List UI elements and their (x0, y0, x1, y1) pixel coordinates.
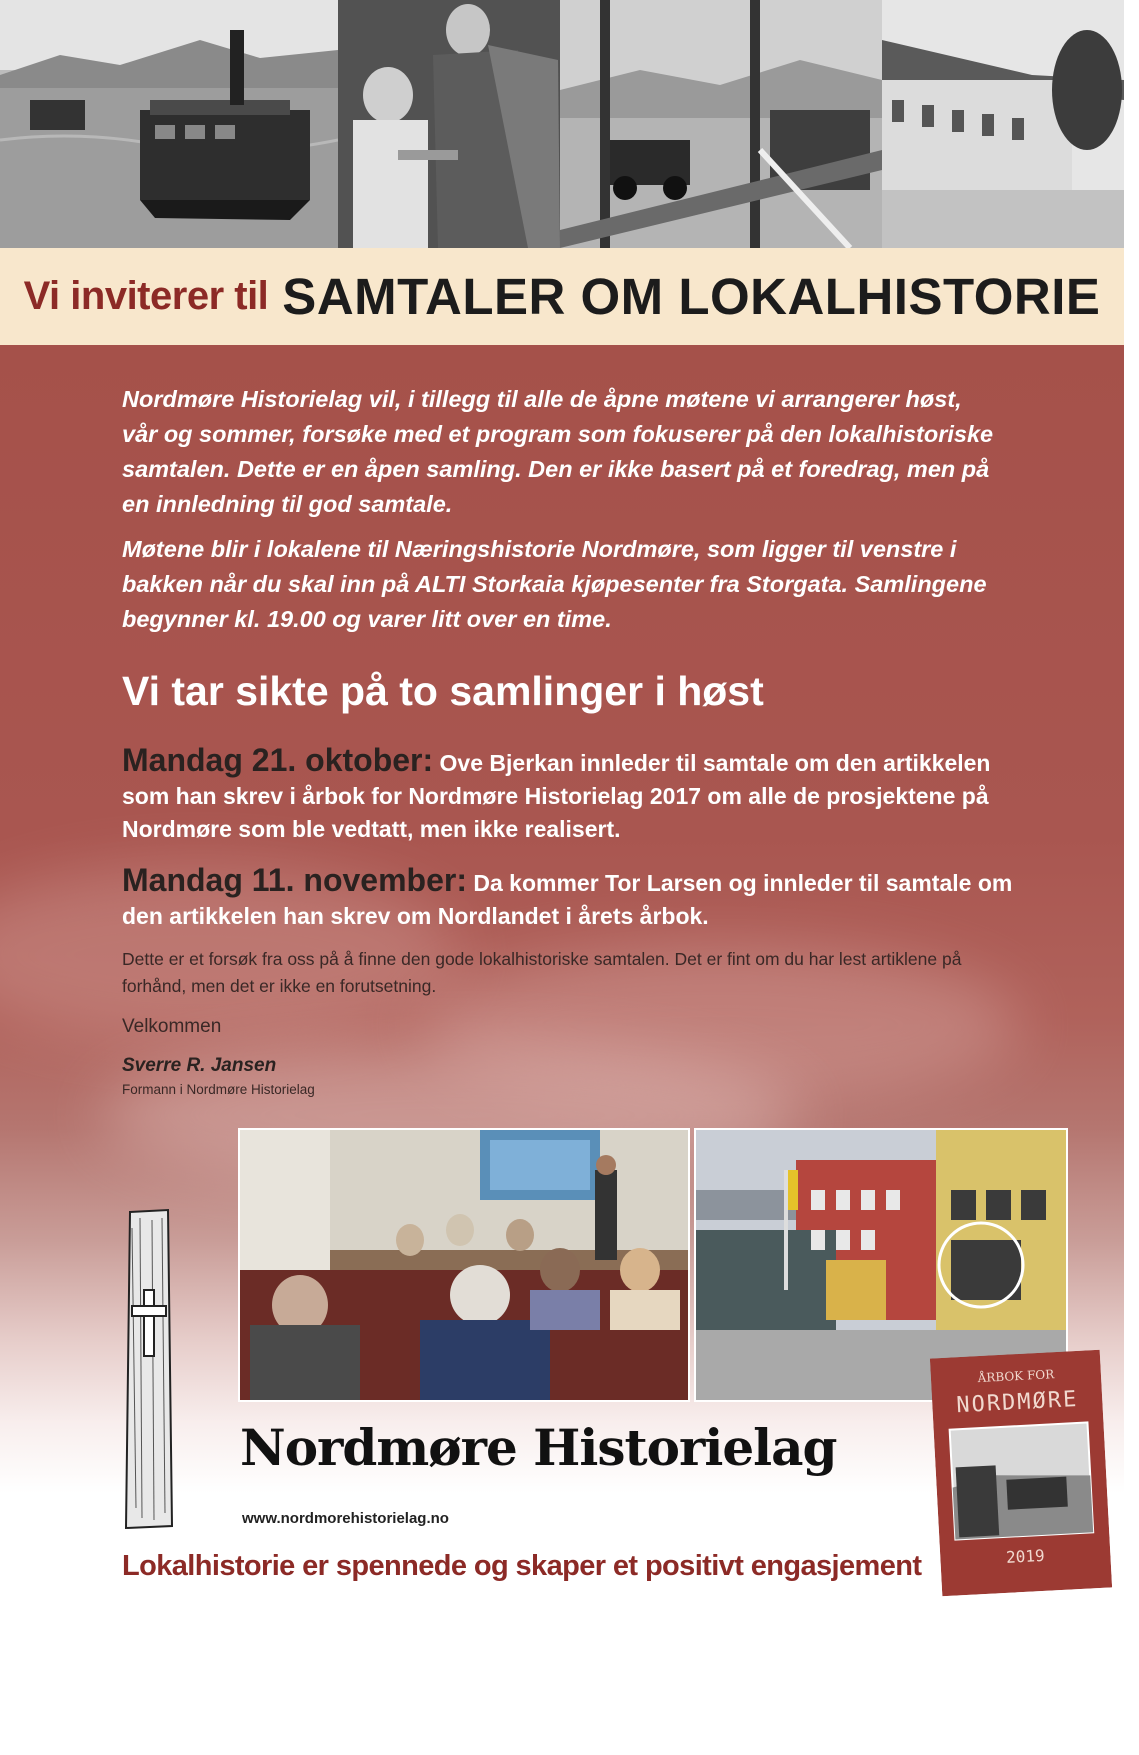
organization-url[interactable]: www.nordmorehistorielag.no (242, 1510, 449, 1527)
event-2-text: Da kommer Tor Larsen og innleder til samtale om den artikkelen han skrev om Nordlandet i årets årbok. (122, 870, 1013, 929)
header-photo-strip (0, 0, 1124, 248)
carved-stone-cross-illustration (122, 1208, 176, 1530)
title-banner (0, 248, 1124, 345)
event-2-date: Mandag 11. november: (122, 862, 467, 898)
yearbook-cover (930, 1350, 1112, 1597)
intro-paragraph-2: Møtene blir i lokalene til Næringshistorie Nordmøre, som ligger til venstre i bakken når du skal inn på ALTI Storkaia kjøpesenter fra Storgata. Samlingene begynner kl. 19.00 og varer litt over en time. (122, 536, 987, 632)
intro-paragraph-1: Nordmøre Historielag vil, i tillegg til alle de åpne møtene vi arrangerer høst, vår og sommer, forsøke med et program som fokuserer på den lokalhistoriske samtalen. Dette er en åpen samling. Den er ikke basert på et foredrag, men på en innledning til god samtale. (122, 386, 994, 517)
organization-logo: Nordmøre Historielag (240, 1418, 837, 1477)
event-1-text: Ove Bjerkan innleder til samtale om den artikkelen som han skrev i årbok for Nordmøre Historielag 2017 om alle de prosjektene på Nordmøre som ble vedtatt, men ikke realisert. (122, 750, 991, 842)
steamship-harbor-photo (0, 0, 338, 248)
event-1-date: Mandag 21. oktober: (122, 742, 434, 778)
signer-name: Sverre R. Jansen (122, 1055, 277, 1076)
note-text: Dette er et forsøk fra oss på å finne den gode lokalhistoriske samtalen. Det er fint om du har lest artiklene på forhånd, men det er ikke en forutsetning. (122, 949, 962, 996)
meeting-audience-photo (238, 1128, 690, 1402)
program-headline: Vi tar sikte på to samlinger i høst (122, 668, 764, 714)
intro-text (122, 382, 1002, 647)
event-2 (122, 864, 1022, 933)
event-1 (122, 744, 1022, 846)
yearbook-year: 2019 (1005, 1545, 1046, 1567)
signer-title: Formann i Nordmøre Historielag (122, 1082, 315, 1097)
page-title: SAMTALER OM LOKALHISTORIE (282, 268, 1101, 325)
old-building-street-photo (882, 0, 1124, 248)
title-lead: Vi inviterer til (23, 274, 269, 318)
yearbook-line1: ÅRBOK FOR (977, 1367, 1055, 1386)
ferry-cars-photo (560, 0, 882, 248)
costume-actors-photo (338, 0, 560, 248)
yearbook-title: NORDMØRE (955, 1386, 1079, 1419)
welcome-text: Velkommen (122, 1016, 222, 1037)
slogan: Lokalhistorie er spennede og skaper et positivt engasjement (122, 1550, 922, 1582)
